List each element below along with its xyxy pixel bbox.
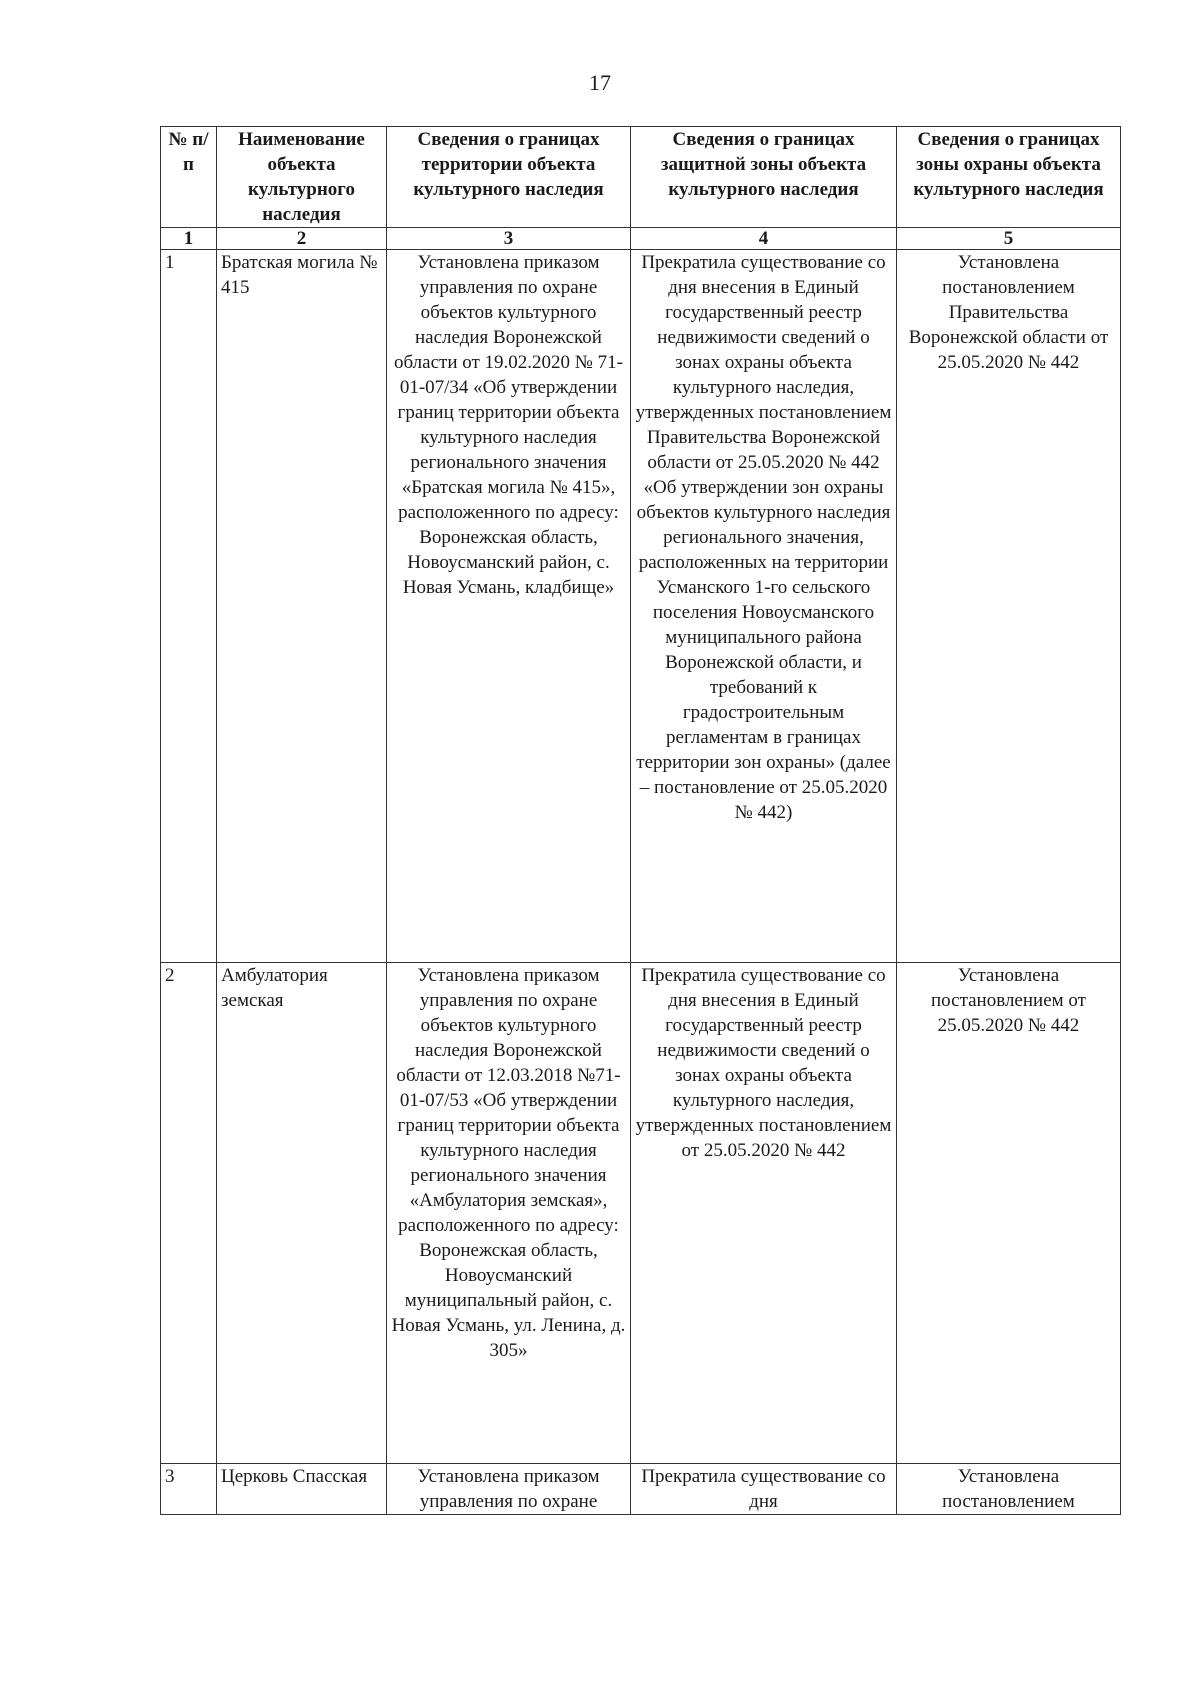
territory-info: Установлена приказом управления по охране объектов культурного наследия Воронежской области от 19.02.2020 № 71-01-07/34 «Об утверждении границ территории объекта культурного наследия регионального значения «Братская могила № 415», расположенного по адресу: Воронежская область, Новоусманский район, с. Новая Усмань, кладбище» xyxy=(387,250,631,963)
table-row xyxy=(161,1464,1121,1515)
protection-zone-info: Установлена постановлением xyxy=(897,1464,1121,1515)
header-territory: Сведения о границах территории объекта культурного наследия xyxy=(387,127,631,228)
protective-zone-info: Прекратила существование со дня внесения в Единый государственный реестр недвижимости сведений о зонах охраны объекта культурного наследия, утвержденных постановлением от 25.05.2020 № 442 xyxy=(631,963,897,1464)
header-protection-zone: Сведения о границах зоны охраны объекта культурного наследия xyxy=(897,127,1121,228)
page-number: 17 xyxy=(589,70,611,95)
header-num: № п/п xyxy=(161,127,217,228)
column-number: 5 xyxy=(897,228,1121,250)
territory-info: Установлена приказом управления по охране xyxy=(387,1464,631,1515)
table-row xyxy=(161,963,1121,1464)
column-number: 1 xyxy=(161,228,217,250)
header-protective-zone: Сведения о границах защитной зоны объекта культурного наследия xyxy=(631,127,897,228)
object-name: Братская могила № 415 xyxy=(217,250,387,963)
row-number: 1 xyxy=(161,250,217,963)
column-number: 2 xyxy=(217,228,387,250)
column-number: 4 xyxy=(631,228,897,250)
column-number: 3 xyxy=(387,228,631,250)
row-number: 3 xyxy=(161,1464,217,1515)
object-name: Амбулатория земская xyxy=(217,963,387,1464)
protective-zone-info: Прекратила существование со дня xyxy=(631,1464,897,1515)
header-name: Наименование объекта культурного наследия xyxy=(217,127,387,228)
row-number: 2 xyxy=(161,963,217,1464)
protection-zone-info: Установлена постановлением Правительства Воронежской области от 25.05.2020 № 442 xyxy=(897,250,1121,963)
table-row xyxy=(161,250,1121,963)
protection-zone-info: Установлена постановлением от 25.05.2020 № 442 xyxy=(897,963,1121,1464)
column-number-row xyxy=(161,228,1121,250)
header-row xyxy=(161,127,1121,228)
heritage-table xyxy=(160,126,1121,1515)
territory-info: Установлена приказом управления по охране объектов культурного наследия Воронежской области от 12.03.2018 №71-01-07/53 «Об утверждении границ территории объекта культурного наследия регионального значения «Амбулатория земская», расположенного по адресу: Воронежская область, Новоусманский муниципальный район, с. Новая Усмань, ул. Ленина, д. 305» xyxy=(387,963,631,1464)
object-name: Церковь Спасская xyxy=(217,1464,387,1515)
protective-zone-info: Прекратила существование со дня внесения в Единый государственный реестр недвижимости сведений о зонах охраны объекта культурного наследия, утвержденных постановлением Правительства Воронежской области от 25.05.2020 № 442 «Об утверждении зон охраны объектов культурного наследия регионального значения, расположенных на территории Усманского 1-го сельского поселения Новоусманского муниципального района Воронежской области, и требований к градостроительным регламентам в границах территории зон охраны» (далее – постановление от 25.05.2020 № 442) xyxy=(631,250,897,963)
